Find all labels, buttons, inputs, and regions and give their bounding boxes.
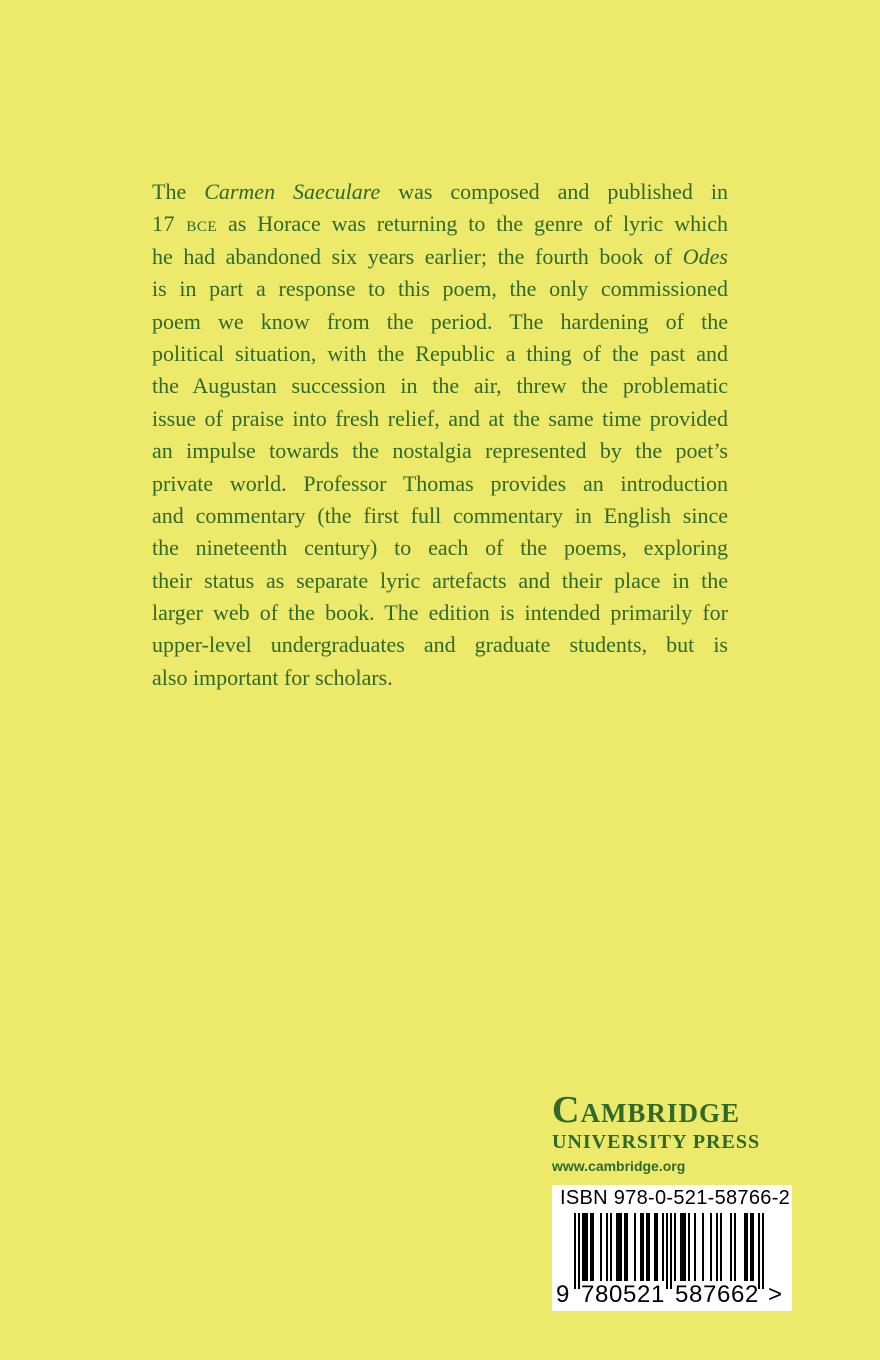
barcode-bar xyxy=(618,1213,620,1281)
barcode-bar xyxy=(730,1213,732,1281)
blurb-line xyxy=(152,435,728,467)
barcode-bar xyxy=(720,1213,722,1281)
blurb-line xyxy=(152,500,728,532)
barcode-digit: 1 xyxy=(651,1281,665,1308)
blurb-segment: is in part a response to this poem, the only commissioned xyxy=(152,276,728,302)
barcode-bar xyxy=(656,1213,658,1281)
blurb-line xyxy=(152,468,728,500)
barcode-bar xyxy=(634,1213,636,1281)
publisher-subtitle: UNIVERSITY PRESS xyxy=(552,1131,761,1153)
blurb-line xyxy=(152,370,728,402)
blurb-segment: an impulse towards the nostalgia represented by the poet’s xyxy=(152,438,728,464)
blurb-segment: larger web of the book. The edition is intended primarily for xyxy=(152,600,728,626)
blurb-line xyxy=(152,176,728,208)
barcode-bar xyxy=(626,1213,628,1281)
barcode-digit: 7 xyxy=(703,1281,717,1308)
barcode-bar xyxy=(762,1213,764,1289)
blurb-segment: also important for scholars. xyxy=(152,664,393,690)
blurb-text xyxy=(152,176,728,694)
barcode-bar xyxy=(702,1213,704,1281)
barcode-bar xyxy=(590,1213,592,1281)
barcode-bar xyxy=(616,1213,618,1281)
barcode-bar xyxy=(640,1213,642,1281)
barcode-bar xyxy=(710,1213,712,1281)
barcode-bar xyxy=(684,1213,686,1281)
barcode-bar xyxy=(610,1213,612,1281)
barcode-bar xyxy=(666,1213,668,1289)
blurb-segment: upper-level undergraduates and graduate students, but is xyxy=(152,632,728,658)
blurb-segment: their status as separate lyric artefacts and their place in the xyxy=(152,567,728,593)
barcode-bar xyxy=(750,1213,752,1281)
barcode-bar xyxy=(606,1213,608,1281)
publisher-url: www.cambridge.org xyxy=(552,1158,686,1174)
barcode-digit: 2 xyxy=(637,1281,651,1308)
barcode-bar xyxy=(682,1213,684,1281)
barcode-bar xyxy=(624,1213,626,1281)
barcode-digit: 0 xyxy=(609,1281,623,1308)
barcode-bar xyxy=(752,1213,754,1281)
blurb-segment: private world. Professor Thomas provides an introduction xyxy=(152,470,728,496)
barcode-bar xyxy=(584,1213,586,1281)
blurb-segment: he had abandoned six years earlier; the fourth book of xyxy=(152,243,683,269)
blurb-line xyxy=(152,403,728,435)
blurb-line xyxy=(152,306,728,338)
barcode-bar xyxy=(620,1213,622,1281)
barcode-bar xyxy=(648,1213,650,1281)
barcode-bar xyxy=(688,1213,690,1281)
blurb-line xyxy=(152,241,728,273)
blurb-segment: Carmen Saeculare xyxy=(204,179,381,204)
publisher-name: Cambridge xyxy=(552,1089,740,1131)
blurb-segment: issue of praise into fresh relief, and at the same time provided xyxy=(152,405,728,431)
blurb-line xyxy=(152,208,728,240)
barcode-digit: 8 xyxy=(595,1281,609,1308)
barcode-bar xyxy=(734,1213,736,1281)
blurb-segment: The xyxy=(152,179,205,204)
barcode-bar xyxy=(744,1213,746,1281)
barcode-digit: 6 xyxy=(717,1281,731,1308)
barcode-digit: 9 xyxy=(556,1281,570,1308)
barcode-bar xyxy=(758,1213,760,1289)
barcode-bar xyxy=(582,1213,584,1281)
isbn-label: ISBN 978-0-521-58766-2 xyxy=(560,1187,791,1209)
barcode-bar xyxy=(670,1213,672,1289)
barcode-digit: > xyxy=(768,1281,783,1308)
barcode-bar xyxy=(586,1213,588,1281)
barcode-bars xyxy=(552,1213,792,1289)
barcode-bar xyxy=(654,1213,656,1281)
blurb-line xyxy=(152,532,728,564)
barcode-digit: 8 xyxy=(689,1281,703,1308)
barcode-bar xyxy=(574,1213,576,1289)
barcode-digit: 7 xyxy=(581,1281,595,1308)
barcode-bar xyxy=(578,1213,580,1289)
blurb-line xyxy=(152,273,728,305)
blurb-segment: the nineteenth century) to each of the poems, exploring xyxy=(152,535,728,561)
blurb-line xyxy=(152,629,728,661)
barcode-bar xyxy=(716,1213,718,1281)
barcode-bar xyxy=(674,1213,676,1281)
barcode-bar xyxy=(646,1213,648,1281)
barcode-bar xyxy=(600,1213,602,1281)
blurb-line xyxy=(152,597,728,629)
blurb-segment: and commentary (the first full commentary in English since xyxy=(152,502,728,528)
blurb-segment: as Horace was returning to the genre of lyric which xyxy=(217,211,728,237)
barcode xyxy=(552,1185,792,1311)
barcode-bar xyxy=(694,1213,696,1281)
barcode-bar xyxy=(592,1213,594,1281)
barcode-bar xyxy=(680,1213,682,1281)
blurb-segment: political situation, with the Republic a thing of the past and xyxy=(152,340,728,366)
barcode-bar xyxy=(662,1213,664,1281)
blurb-segment: Odes xyxy=(682,243,728,269)
blurb-segment: was composed and published in xyxy=(380,179,728,204)
blurb-line xyxy=(152,338,728,370)
barcode-bar xyxy=(642,1213,644,1281)
blurb-segment: the Augustan succession in the air, threw the problematic xyxy=(152,373,728,399)
barcode-digit: 5 xyxy=(675,1281,689,1308)
blurb-segment: poem we know from the period. The hardening of the xyxy=(152,308,728,334)
barcode-digit: 5 xyxy=(623,1281,637,1308)
publisher-block xyxy=(552,1090,792,1178)
barcode-bar xyxy=(746,1213,748,1281)
blurb-line xyxy=(152,565,728,597)
blurb-line xyxy=(152,662,728,694)
barcode-digit: 6 xyxy=(731,1281,745,1308)
barcode-digit: 2 xyxy=(745,1281,759,1308)
blurb-segment: 17 bce xyxy=(152,211,218,237)
